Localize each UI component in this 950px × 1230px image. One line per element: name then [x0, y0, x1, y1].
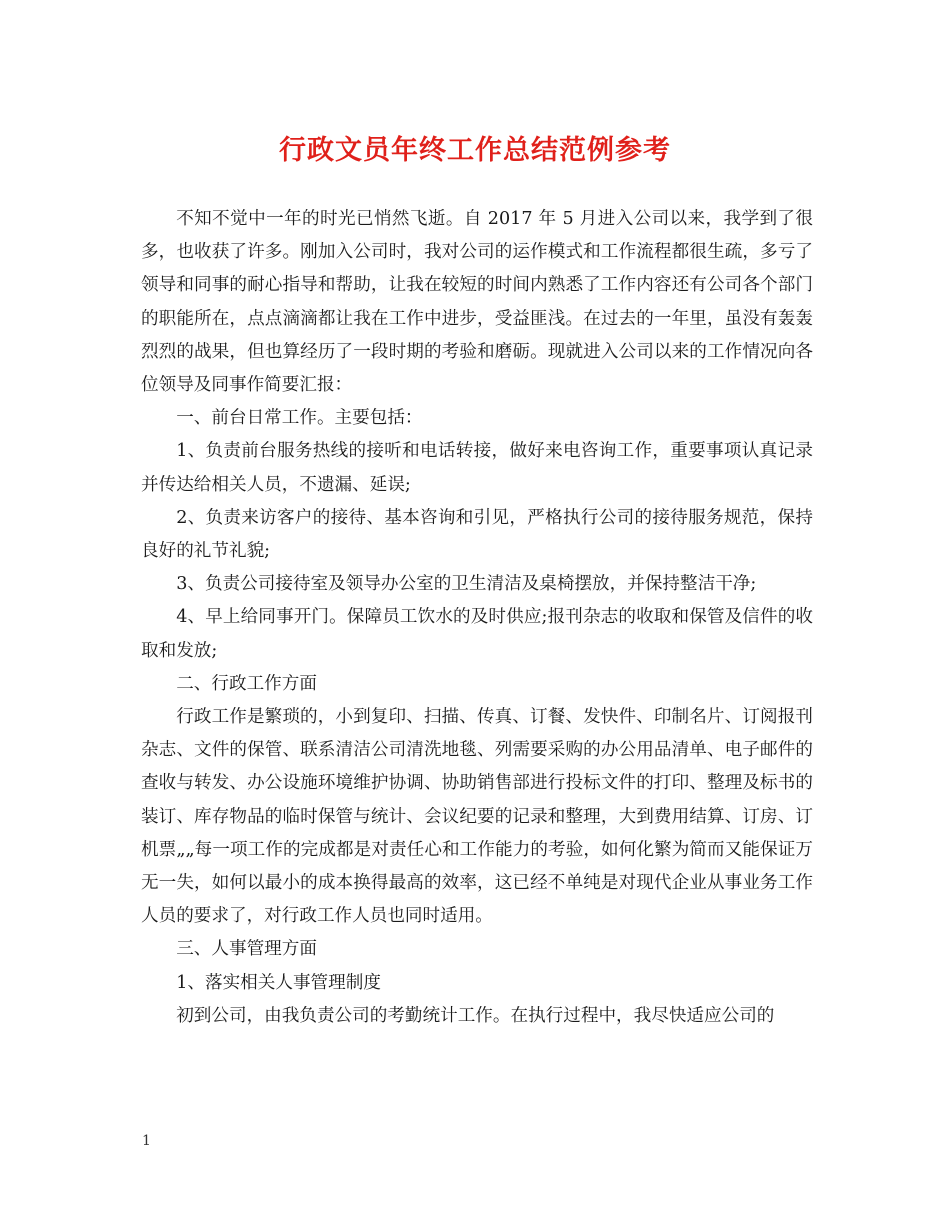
list-item-1: 1、负责前台服务热线的接听和电话转接，做好来电咨询工作，重要事项认真记录并传达给相关人员，不遗漏、延误;: [141, 441, 813, 495]
heading-front-desk: 一、前台日常工作。主要包括：: [176, 408, 423, 429]
list-item-4: 4、早上给同事开门。保障员工饮水的及时供应;报刊杂志的收取和保管及信件的收取和发放;: [141, 607, 813, 661]
heading-admin-work: 二、行政工作方面: [176, 673, 317, 694]
list-item-2: 2、负责来访客户的接待、基本咨询和引见，严格执行公司的接待服务规范，保持良好的礼节礼貌;: [141, 507, 813, 562]
heading-hr-management: 三、人事管理方面: [176, 939, 317, 960]
list-item-3: 3、负责公司接待室及领导办公室的卫生清洁及桌椅摆放，并保持整洁干净;: [176, 574, 757, 595]
document-title: 行政文员年终工作总结范例参考: [279, 135, 671, 166]
paragraph-attendance: 初到公司，由我负责公司的考勤统计工作。在执行过程中，我尽快适应公司的: [176, 1005, 775, 1026]
paragraph-intro: 不知不觉中一年的时光已悄然飞逝。自 2017 年 5 月进入公司以来，我学到了很多，也收获了许多。刚加入公司时，我对公司的运作模式和工作流程都很生疏，多亏了领导和同事的耐心指导和帮助，让我在较短的时间内熟悉了工作内容还有公司各个部门的职能所在，点点滴滴都让我在工作中进步，受益匪浅。在过去的一年里，虽没有轰轰烈烈的战果，但也算经历了一段时期的考验和磨砺。现就进入公司以来的工作情况向各位领导及同事作简要汇报：: [141, 209, 813, 396]
document-body: [141, 203, 813, 1033]
paragraph-admin-work: 行政工作是繁琐的，小到复印、扫描、传真、订餐、发快件、印制名片、订阅报刊杂志、文件的保管、联系清洁公司清洗地毯、列需要采购的办公用品清单、电子邮件的查收与转发、办公设施环境维护协调、协助销售部进行投标文件的打印、整理及标书的装订、库存物品的临时保管与统计、会议纪要的记录和整理，大到费用结算、订房、订机票„„每一项工作的完成都是对责任心和工作能力的考验，如何化繁为简而又能保证万无一失，如何以最小的成本换得最高的效率，这已经不单纯是对现代企业从事业务工作人员的要求了，对行政工作人员也同时适用。: [141, 707, 813, 927]
subheading-hr-policy: 1、落实相关人事管理制度: [176, 972, 381, 993]
page-number: 1: [142, 1133, 151, 1149]
